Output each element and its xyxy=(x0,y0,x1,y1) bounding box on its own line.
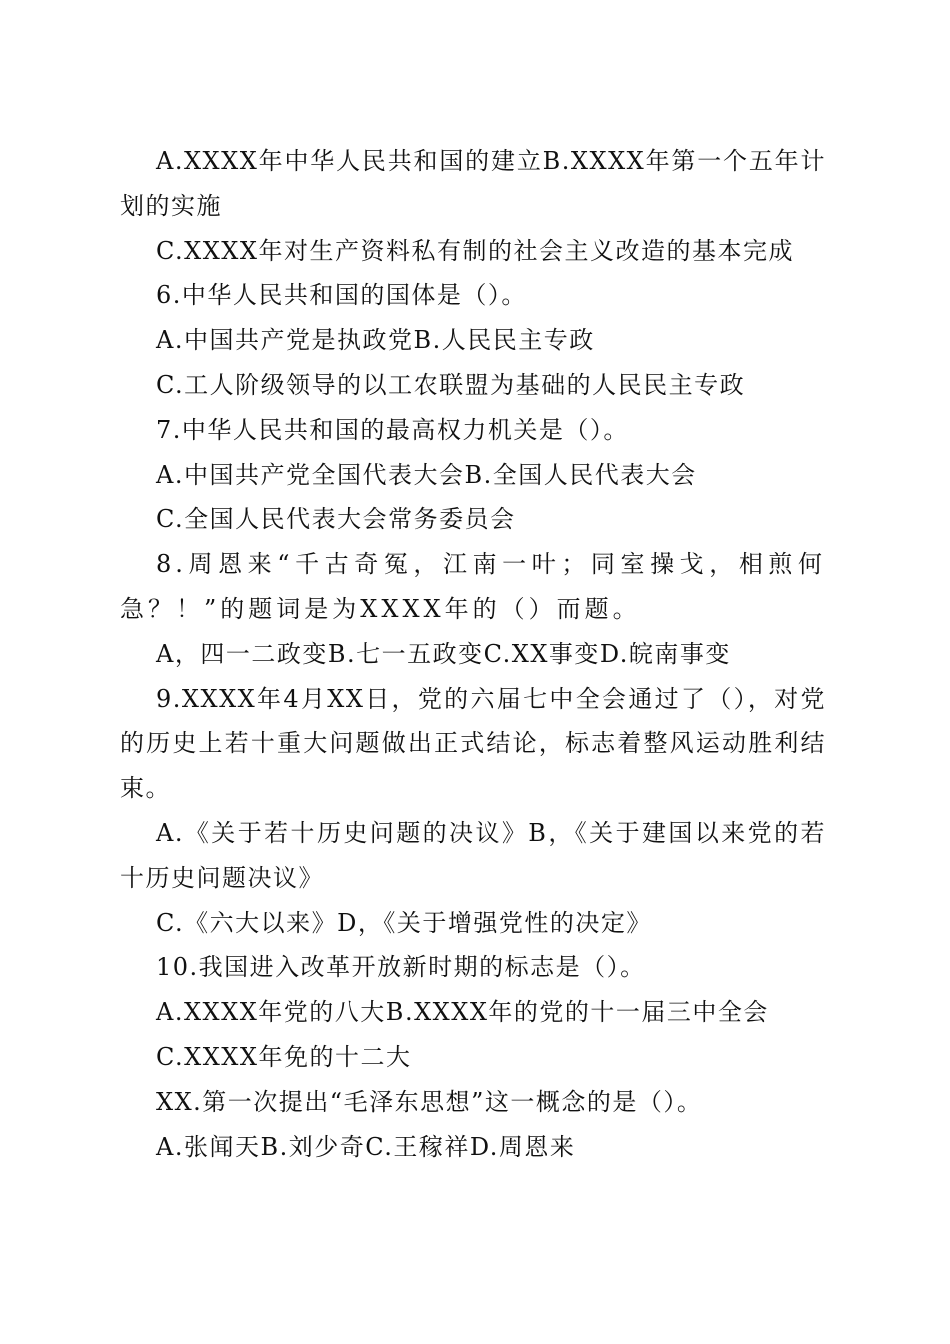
q6-question: 6.中华人民共和国的国体是（）。 xyxy=(156,281,527,310)
q7-question: 7.中华人民共和国的最高权力机关是（）。 xyxy=(156,415,629,444)
q5-options-ab: A.XXXX年中华人民共和国的建立B.XXXX年第一个五年计划的实施 xyxy=(120,147,826,220)
document-body xyxy=(120,139,826,1169)
q7-options-ab: A.中国共产党全国代表大会B.全国人民代表大会 xyxy=(156,460,697,489)
q11-question: XX.第一次提出“毛泽东思想”这一概念的是（）。 xyxy=(156,1087,703,1116)
q10-options-ab: A.XXXX年党的八大B.XXXX年的党的十一届三中全会 xyxy=(156,998,769,1027)
q6-option-c: C.工人阶级领导的以工农联盟为基础的人民民主专政 xyxy=(156,370,746,399)
q6-options-ab: A.中国共产党是执政党B.人民民主专政 xyxy=(156,326,595,355)
q11-options: A.张闻天B.刘少奇C.王稼祥D.周恩来 xyxy=(156,1132,576,1161)
q9-options-ab: A.《关于若十历史问题的决议》B，《关于建国以来党的若十历史问题决议》 xyxy=(120,818,826,892)
q8-options: A，四一二政变B.七一五政变C.XX事变D.皖南事变 xyxy=(156,639,731,668)
q10-option-c: C.XXXX年免的十二大 xyxy=(156,1042,412,1071)
q10-question: 10.我国进入改革开放新时期的标志是（）。 xyxy=(156,953,646,982)
q9-options-cd: C.《六大以来》D，《关于增强党性的决定》 xyxy=(156,908,652,937)
q8-question: 8.周恩来“千古奇冤，江南一叶；同室操戈，相煎何急？！”的题词是为XXXX年的（）而题。 xyxy=(120,550,826,623)
q9-question: 9.XXXX年4月XX日，党的六届七中全会通过了（），对党的历史上若十重大问题做出正式结论，标志着整风运动胜利结束。 xyxy=(120,684,826,803)
q7-option-c: C.全国人民代表大会常务委员会 xyxy=(156,505,516,534)
q5-option-c: C.XXXX年对生产资料私有制的社会主义改造的基本完成 xyxy=(156,236,794,265)
